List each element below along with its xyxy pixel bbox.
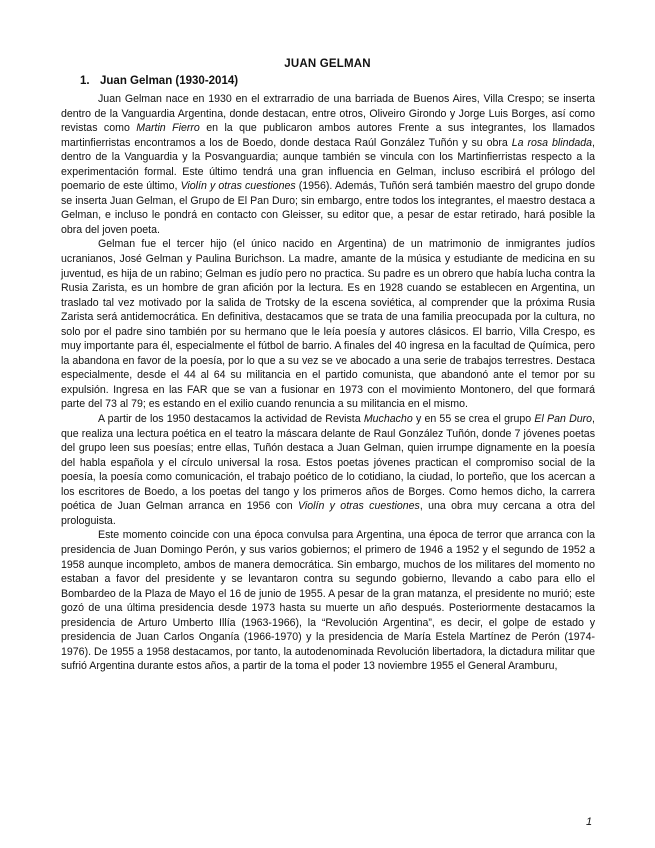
- section-heading: [80, 75, 238, 87]
- text-run: Juan Gelman nace en 1930 en el extrarradio de una barriada de Buenos Aires, Villa Crespo; se inserta dentro de la Vanguardia Argentina, donde destacan, entre otros, Oliveiro Girondo y Jorge Luis Borges, así como revistas como: [61, 93, 595, 135]
- paragraph: [61, 528, 595, 673]
- text-run: (1956). Además, Tuñón será también maestro del grupo donde se inserta Juan Gelman, el Grupo de El Pan Duro; sin embargo, entre todos los integrantes, el maestro destaca a Gelman, e incluso le pondrá en contacto con Gleisser, su editor que, a pesar de estar retirado, hará posible la obra del joven poeta.: [61, 180, 595, 236]
- text-run: , una obra muy cercana a otra del prologuista.: [61, 500, 595, 527]
- text-run: Este momento coincide con una época convulsa para Argentina, una época de terror que arranca con la presidencia de Juan Domingo Perón, y sus varios gobiernos; el primero de 1946 a 1952 y el segundo de 1952 a 1958 aunque incompleto, ambos de manera democrática. Sin embargo, muchos de los militares del momento no estaban a favor del presidente y se levantaron contra su segundo gobierno, llevando a cabo para ello el Bombardeo de la Plaza de Mayo el 16 de junio de 1955. A pesar de la gran matanza, el presidente no murió; este gozó de una última presidencia desde 1973 hasta su muerte un año después. Posteriormente destacamos la presidencia de Arturo Umberto Illía (1963-1966), la “Revolución Argentina”, es decir, el golpe de estado y presidencia de Juan Carlos Onganía (1966-1970) y la presidencia de María Estela Martínez de Perón (1974-1976). De 1955 a 1958 destacamos, por tanto, la autodenominada Revolución libertadora, la dictadura militar que sufrió Argentina durante estos años, a partir de la toma el poder 13 noviembre 1955 el General Aramburu,: [61, 529, 595, 673]
- text-run: y en 55 se crea el grupo: [412, 413, 535, 426]
- body-text: [61, 92, 595, 674]
- italic-title: Violín y otras cuestiones: [180, 180, 296, 193]
- paragraph: [61, 92, 595, 237]
- text-run: A partir de los 1950 destacamos la actividad de Revista: [98, 413, 364, 426]
- paragraph: [61, 237, 595, 412]
- page-number: 1: [586, 816, 593, 828]
- italic-title: Martin Fierro: [136, 122, 200, 135]
- section-number: 1.: [80, 75, 90, 87]
- section-heading-text: Juan Gelman (1930-2014): [100, 75, 239, 87]
- italic-title: La rosa blindada: [511, 136, 593, 149]
- text-run: , que realiza una lectura poética en el teatro la máscara delante de Raul González Tuñón, donde 7 jóvenes poetas del grupo leen sus poesías; entre ellas, Tuñón destaca a Juan Gelman, quien irrumpe dignamente en la poesía del habla española y el círculo universal la rosa. Estos poetas jóvenes practican el compromiso social de la poesía, la poesía como comunicación, el trabajo poético de lo cotidiano, la ciudad, lo porteño, que los acercan a los escritores de Boedo, a los poetas del tango y los primeros años de Borges. Como hemos dicho, la carrera poética de Juan Gelman arranca en 1956 con: [61, 413, 595, 513]
- italic-title: El Pan Duro: [534, 413, 593, 426]
- text-run: , dentro de la Vanguardia y la Posvanguardia; aunque también se vincula con los Martinfierristas respecto a la experimentación formal. Este último tendrá una gran influencia en Gelman, incluso escribirá el prólogo del poemario de este último,: [61, 136, 595, 193]
- document-title: JUAN GELMAN: [284, 58, 371, 70]
- italic-title: Violín y otras cuestiones: [298, 500, 420, 513]
- text-run: Gelman fue el tercer hijo (el único nacido en Argentina) de un matrimonio de inmigrantes judíos ucranianos, José Gelman y Paulina Burichson. La madre, amante de la música y estudiante de medicina en su juventud, es hija de un rabino; Gelman es judío pero no practica. Su padre es un obrero que había lucha contra la Rusia Zarista, es un hombre de gran afición por la lectura. Es en 1928 cuando se establecen en Argentina, un traslado tal vez motivado por la salida de Trotsky de la escena soviética, al comprender que la próxima Rusia Zarista será antidemocrática. En definitiva, destacamos que se trata de una familia preocupada por la cultura, no solo por el padre sino también por su hermano que le leía poesía y autores clásicos. El barrio, Villa Crespo, es muy importante para él, especialmente el fútbol de barrio. A finales del 40 ingresa en la facultad de Química, pero la abandona en favor de la poesía, por lo que a su vez se ve abocado a una serie de trabajos terrestres. Destaca especialmente, desde el 44 al 64 su militancia en el partido comunista, que abandonó ante el temor por su expulsión. Ingresa en las FAR que se van a fusionar en 1973 con el movimiento Montonero, del que formará parte del 73 al 79; es estando en el exilio cuando renuncia a su militancia en el mismo.: [61, 238, 595, 411]
- italic-title: Muchacho: [363, 413, 413, 426]
- paragraph: [61, 412, 595, 528]
- text-run: en la que publicaron ambos autores Frente a sus integrantes, los llamados martinfierristas encontramos a los de Boedo, donde destaca Raúl González Tuñón y su obra: [61, 122, 595, 149]
